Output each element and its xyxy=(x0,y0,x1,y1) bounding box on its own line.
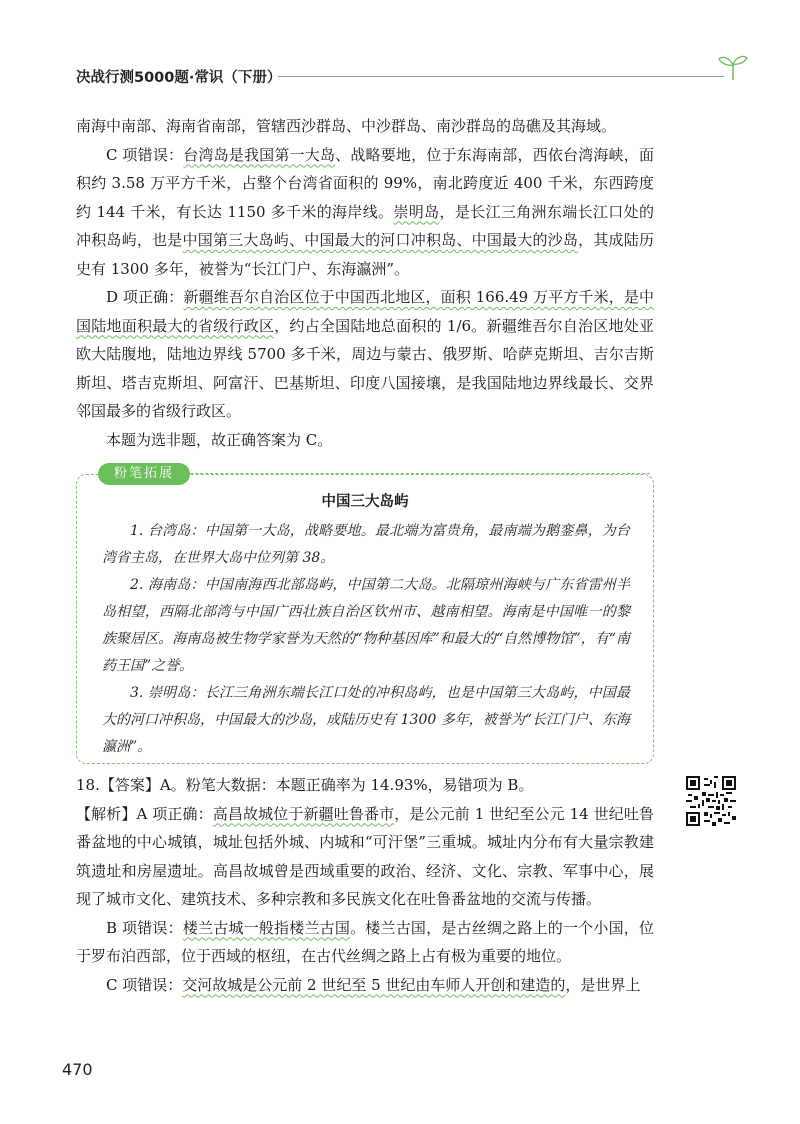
key-phrase: 交河故城是公元前 2 世纪至 5 世纪由车师人开创和建造的 xyxy=(182,975,566,994)
paragraph-option-c xyxy=(76,141,654,284)
sprout-icon xyxy=(716,52,750,82)
qr-code-icon[interactable] xyxy=(686,776,736,826)
text: ，约占全国陆地总面积的 1/6。新疆维吾尔自治区地处亚欧大陆腹地，陆地边界线 5700 多千米，周边与蒙古、俄罗斯、哈萨克斯坦、吉尔吉斯斯坦、塔吉克斯坦、阿富汗、巴基斯坦、印度八国接壤，是我国陆地边界线最长、交界邻国最多的省级行政区。 xyxy=(76,316,654,420)
key-phrase: 崇明岛 xyxy=(393,202,440,221)
list-item: 3. 崇明岛：长江三角洲东端长江口处的冲积岛屿，也是中国第三大岛屿，中国最大的河口冲积岛，中国最大的沙岛，成陆历史有 1300 多年，被誉为“长江门户、东海瀛洲”。 xyxy=(102,685,630,755)
key-phrase: 高昌故城位于新疆吐鲁番市 xyxy=(212,804,395,823)
option-label: C 项错误： xyxy=(106,975,183,994)
answer-label: 18.【答案】 xyxy=(76,776,160,794)
key-phrase: 新疆维吾尔自治区位于中国西北地区，面积 166.49 万平方千米，是中国陆地面积最大的省级行政区 xyxy=(76,288,655,335)
answer-line xyxy=(76,771,654,800)
key-phrase: 台湾岛是我国第一大岛 xyxy=(183,145,336,164)
header-rule xyxy=(278,76,724,77)
running-header xyxy=(76,64,746,90)
text: ，是公元前 1 世纪至公元 14 世纪吐鲁番盆地的中心城镇，城址包括外城、内城和“可汗堡”三重城。城址内分布有大量宗教建筑遗址和房屋遗址。高昌故城曾是西域重要的政治、经济、文化、宗教、军事中心，展现了城市文化、建筑技术、多种宗教和多民族文化在吐鲁番盆地的交流与传播。 xyxy=(76,804,654,908)
option-label: D 项正确： xyxy=(106,288,184,306)
paragraph-option-d xyxy=(76,283,654,426)
option-label: C 项错误： xyxy=(106,145,184,164)
text: ，其成陆历史有 1300 多年，被誉为“长江门户、东海瀛洲”。 xyxy=(76,231,654,278)
page-number: 470 xyxy=(62,1060,93,1079)
box-top-border xyxy=(190,473,650,474)
extension-title: 中国三大岛屿 xyxy=(321,494,409,510)
book-title: 决战行测5000题·常识（下册） xyxy=(76,70,282,86)
list-item: 2. 海南岛：中国南海西北部岛屿，中国第二大岛。北隔琼州海峡与广东省雷州半岛相望，西隔北部湾与中国广西壮族自治区钦州市、越南相望。海南是中国唯一的黎族聚居区。海南岛被生物学家誉为天然的“物种基因库”和最大的“自然博物馆”，有“南药王国”之誉。 xyxy=(102,577,630,674)
option-label: B 项错误： xyxy=(106,918,183,937)
extension-tag: 粉笔拓展 xyxy=(98,463,190,485)
option-label: A 项正确： xyxy=(136,804,213,823)
text: 、战略要地，位于东海南部，西依台湾海峡，面积约 3.58 万平方千米，占整个台湾省面积的 99%，南北跨度近 400 千米，东西跨度约 144 千米，有长达 1150 多千米的海岸线。 xyxy=(76,145,654,221)
answer-text: A。粉笔大数据：本题正确率为 14.93%，易错项为 B。 xyxy=(159,776,534,794)
text: 。楼兰古国，是古丝绸之路上的一个小国，位于罗布泊西部，位于西域的枢纽，在古代丝绸之路上占有极为重要的地位。 xyxy=(76,918,654,965)
paragraph: 南海中南部、海南省南部，管辖西沙群岛、中沙群岛、南沙群岛的岛礁及其海域。 xyxy=(76,117,617,135)
key-phrase: 中国第三大岛屿、中国最大的河口冲积岛、中国最大的沙岛 xyxy=(182,231,579,249)
paragraph-option-a xyxy=(76,800,654,914)
question-18 xyxy=(76,771,654,999)
paragraph-option-c xyxy=(76,971,654,1000)
paragraph-option-b xyxy=(76,914,654,971)
conclusion: 本题为选非题，故正确答案为 C。 xyxy=(106,430,333,449)
text: ，是世界上 xyxy=(565,975,641,994)
list-item: 1. 台湾岛：中国第一大岛，战略要地。最北端为富贵角，最南端为鹅銮鼻，为台湾省主岛，在世界大岛中位列第 38。 xyxy=(102,523,630,566)
answer-explanation-top xyxy=(76,112,654,454)
key-phrase: 楼兰古城一般指楼兰古国 xyxy=(182,918,351,937)
analysis-label: 【解析】 xyxy=(76,804,137,823)
text: ，是长江三角洲东端长江口处的冲积岛屿，也是 xyxy=(76,202,654,249)
extension-body xyxy=(102,518,630,761)
